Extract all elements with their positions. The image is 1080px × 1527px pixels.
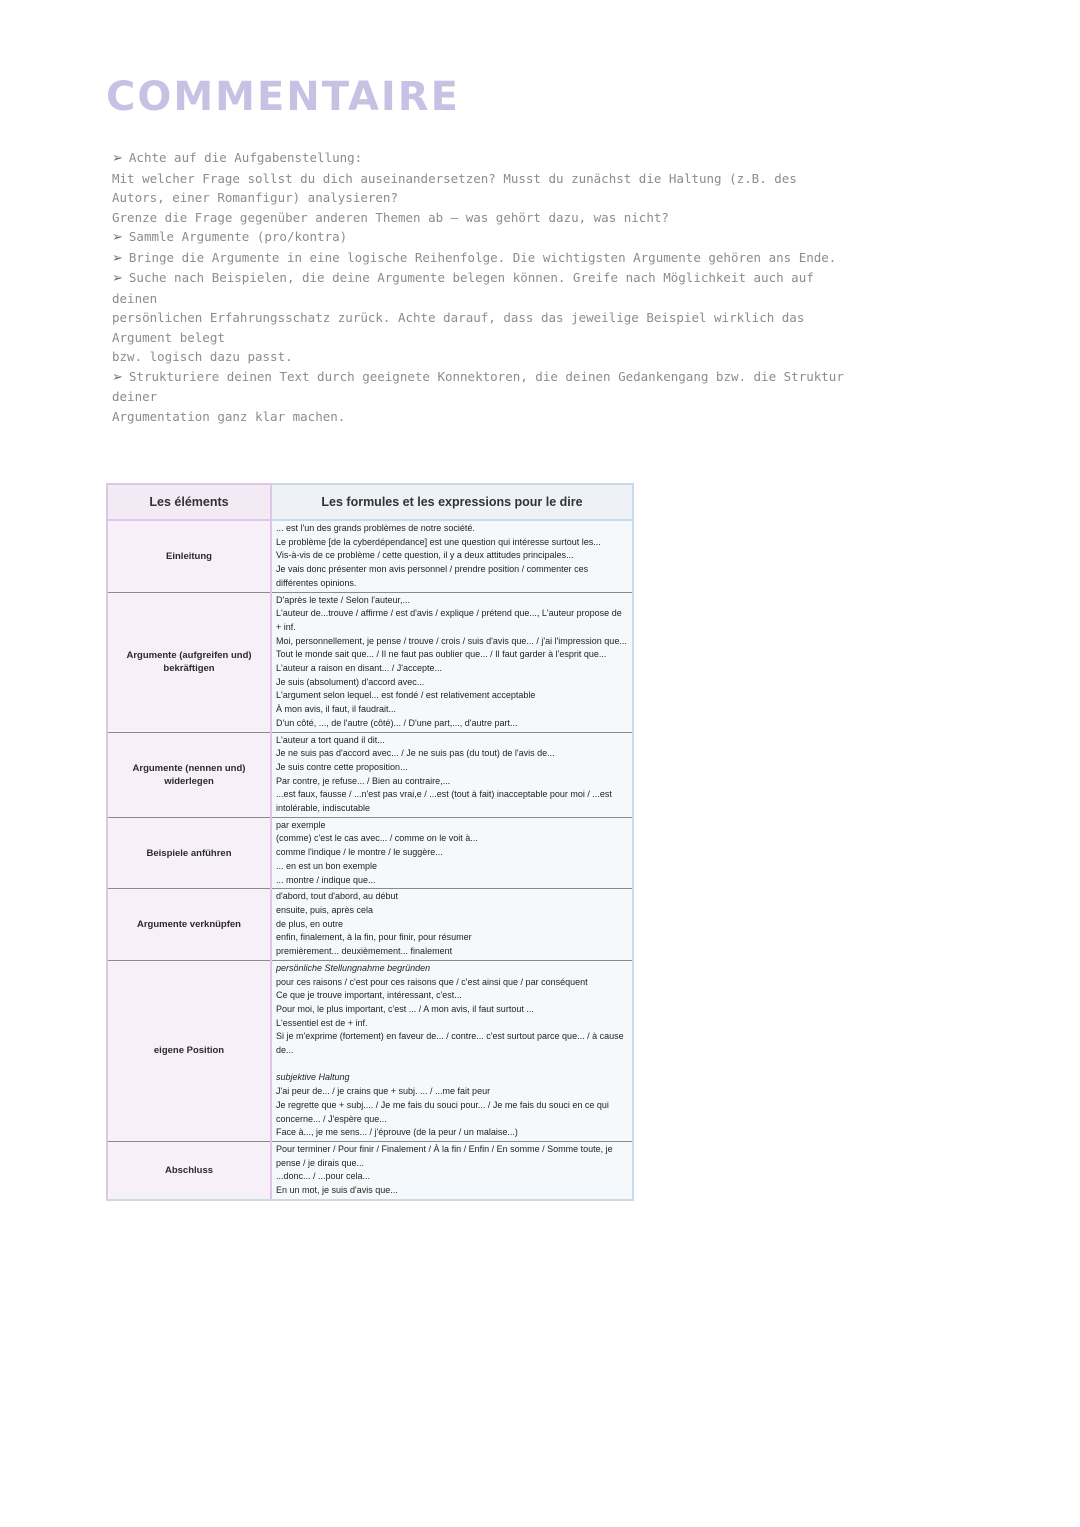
expression-line: Vis-à-vis de ce problème / cette question, il y a deux attitudes principales... [276,550,574,561]
spacer [276,1058,628,1072]
element-label-cell: Argumente (aufgreifen und) bekräftigen [107,592,271,732]
instruction-text: Suche nach Beispielen, die deine Argumente belegen können. Greife nach Möglichkeit auch auf deinen [112,270,814,306]
instruction-text: Sammle Argumente (pro/kontra) [128,229,348,244]
instruction-line [112,347,852,367]
expression-line: Par contre, je refuse... / Bien au contraire,... [276,775,451,786]
instruction-text: persönlichen Erfahrungsschatz zurück. Achte darauf, dass das jeweilige Beispiel wirklich das Argument belegt [112,310,805,345]
expression-line: comme l'indique / le montre / le suggère... [276,847,443,858]
expression-line: Pour moi, le plus important, c'est ... / A mon avis, il faut surtout ... [276,1003,534,1014]
element-label-cell: Argumente verknüpfen [107,889,271,961]
table-row [107,817,633,889]
instruction-line [112,268,852,308]
instruction-text: Strukturiere deinen Text durch geeignete Konnektoren, die deinen Gedankengang bzw. die Struktur deiner [112,368,844,404]
expressions-cell [271,960,633,1141]
table-row [107,889,633,961]
element-label-cell: eigene Position [107,960,271,1141]
table-row [107,960,633,1141]
expression-line: ...donc... / ...pour cela... [276,1171,371,1182]
expression-line: Pour terminer / Pour finir / Finalement / À la fin / Enfin / En somme / Somme toute, je pense / je dirais que... [276,1143,613,1168]
instruction-line [112,407,852,427]
expression-line: Je vais donc présenter mon avis personnel / prendre position / commenter ces différentes opinions. [276,564,589,588]
expressions-cell [271,889,633,961]
instruction-line [112,367,852,407]
expression-line: enfin, finalement, à la fin, pour finir, pour résumer [276,932,472,943]
expression-line: J'ai peur de... / je crains que + subj. ... / ...me fait peur [276,1086,491,1097]
instruction-line [112,169,852,208]
expression-line: Moi, personnellement, je pense / trouve / crois / suis d'avis que... / j'ai l'impression que... [276,635,627,646]
instruction-list [112,148,852,426]
expression-line: ... montre / indique que... [276,874,376,885]
table-body [107,520,633,1200]
expression-line: subjektive Haltung [276,1072,350,1083]
expression-line: Face à..., je me sens... / j'éprouve (de la peur / un malaise...) [276,1127,518,1138]
expression-line: Si je m'exprime (fortement) en faveur de... / contre... c'est surtout parce que... / à cause de... [276,1031,624,1056]
expression-line: L'argument selon lequel... est fondé / est relativement acceptable [276,690,536,701]
arrow-bullet-icon: ➢ [112,250,123,266]
expression-line: D'après le texte / Selon l'auteur,... [276,594,411,605]
instruction-text: Argumentation ganz klar machen. [112,408,346,424]
expression-line: L'auteur a tort quand il dit... [276,734,385,745]
table-row [107,1141,633,1199]
instruction-text: Bringe die Argumente in eine logische Reihenfolge. Die wichtigsten Argumente gehören ans Ende. [128,249,837,265]
expression-line: ... en est un bon exemple [276,860,378,871]
table-row [107,732,633,817]
instruction-line [112,308,852,347]
expression-line: En un mot, je suis d'avis que... [276,1185,398,1196]
instruction-text: bzw. logisch dazu passt. [112,349,293,364]
element-label-cell: Einleitung [107,520,271,592]
expression-line: premièrement... deuxièmement... finalement [276,946,453,957]
table-row [107,520,633,592]
expressions-cell [271,520,633,592]
expression-line: Je ne suis pas d'accord avec... / Je ne suis pas (du tout) de l'avis de... [276,748,555,759]
expression-line: pour ces raisons / c'est pour ces raisons que / c'est ainsi que / par conséquent [276,976,588,987]
expressions-cell [271,732,633,817]
table-header-row [107,484,633,520]
instruction-line [112,248,852,269]
expressions-cell [271,1141,633,1199]
expression-line: Je suis contre cette proposition... [276,761,408,772]
element-label-cell: Beispiele anführen [107,817,271,889]
expression-line: (comme) c'est le cas avec... / comme on le voit à... [276,833,478,844]
expression-line: À mon avis, il faut, il faudrait... [276,704,397,715]
expression-line: L'auteur de...trouve / affirme / est d'avis / explique / prétend que..., L'auteur propose de + inf. [276,608,622,632]
expression-line: Je suis (absolument) d'accord avec... [276,676,425,687]
arrow-bullet-icon: ➢ [112,151,123,166]
instruction-line [112,148,852,169]
expression-line: L'essentiel est de + inf. [276,1017,368,1028]
expressions-cell [271,817,633,889]
expressions-cell [271,592,633,732]
expression-line: ... est l'un des grands problèmes de notre société. [276,523,475,533]
expression-line: ...est faux, fausse / ...n'est pas vrai,e / ...est (tout à fait) inacceptable pour moi / ...est intolérable, indiscutable [276,789,612,814]
instruction-line [112,227,852,248]
expression-line: Ce que je trouve important, intéressant, c'est... [276,990,462,1001]
expression-line: Je regrette que + subj.... / Je me fais du souci pour... / Je me fais du souci en ce qui concerne... / J'espère que... [276,1099,609,1124]
expressions-table-wrapper [106,483,634,1201]
arrow-bullet-icon: ➢ [112,271,123,286]
arrow-bullet-icon: ➢ [112,230,123,245]
expression-line: d'abord, tout d'abord, au début [276,891,399,902]
expression-line: Le problème [de la cyberdépendance] est une question qui intéresse surtout les... [276,536,601,547]
expression-line: Tout le monde sait que... / Il ne faut pas oublier que... / Il faut garder à l'esprit que... [276,649,607,660]
column-header-elements: Les éléments [107,484,271,520]
instruction-line [112,208,852,228]
element-label-cell: Argumente (nennen und) widerlegen [107,732,271,817]
instruction-text: Mit welcher Frage sollst du dich auseinandersetzen? Musst du zunächst die Haltung (z.B. des Autors, einer Romanfigur) analysieren? [112,170,797,205]
column-header-expressions: Les formules et les expressions pour le dire [271,484,633,520]
table-row [107,592,633,732]
expression-line: ensuite, puis, après cela [276,904,374,915]
instruction-text: Achte auf die Aufgabenstellung: [128,150,363,165]
expression-line: par exemple [276,819,326,830]
expression-line: de plus, en outre [276,918,344,929]
expression-line: persönliche Stellungnahme begründen [276,962,431,973]
element-label-cell: Abschluss [107,1141,271,1199]
expression-line: L'auteur a raison en disant... / J'accepte... [276,663,443,674]
expression-line: D'un côté, ..., de l'autre (côté)... / D'une part,..., d'autre part... [276,717,518,728]
expressions-table [106,483,634,1201]
page-title: COMMENTAIRE [106,74,460,120]
instruction-text: Grenze die Frage gegenüber anderen Themen ab — was gehört dazu, was nicht? [112,209,669,225]
arrow-bullet-icon: ➢ [112,369,123,385]
